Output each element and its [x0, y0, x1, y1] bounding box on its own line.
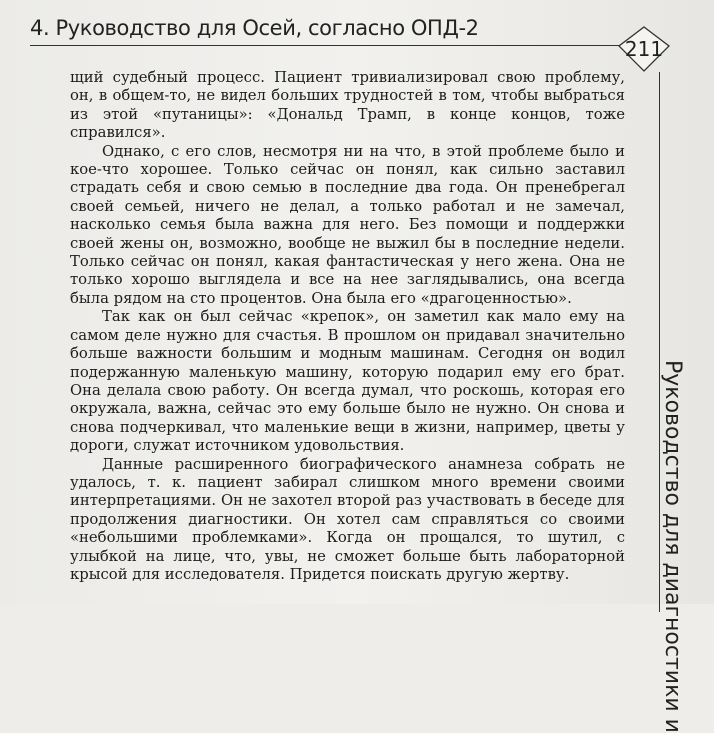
paragraph: щий судебный процесс. Пациент тривиализировал свою проблему, он, в общем-то, не видел больших трудностей в том, чтобы выбраться из этой «путаницы»: «Дональд Трамп, в конце концов, тоже справился». [70, 69, 625, 142]
paragraph: Данные расширенного биографического анамнеза собрать не удалось, т. к. пациент забирал слишком много времени своими интерпретациями. Он не захотел второй раз участвовать в беседе для продолжения диагностики. Он хотел сам справляться со своими «небольшими проблемками». Когда он прощался, то шутил, с улыбкой на лице, что, увы, не сможет больше быть лабораторной крысой для исследователя. Придется поискать другую жертву. [70, 455, 625, 583]
page-number: 211 [624, 37, 664, 61]
side-running-title: Руководство для диагностики и [660, 360, 685, 733]
paragraph: Так как он был сейчас «крепок», он заметил как мало ему на самом деле нужно для счастья. В прошлом он придавал значительно больше важности большим и модным машинам. Сегодня он водил подержанную маленькую машину, которую подарил ему его брат. Она делала свою работу. Он всегда думал, что роскошь, которая его окружала, важна, сейчас это ему больше было не нужно. Он снова и снова подчеркивал, что маленькие вещи в жизни, например, цветы у дороги, служат источником удовольствия. [70, 308, 625, 455]
body-text [70, 69, 625, 584]
running-header: 4. Руководство для Осей, согласно ОПД-2 [30, 16, 479, 40]
header-rule [30, 45, 630, 46]
page-number-badge [618, 26, 670, 72]
paragraph: Однако, с его слов, несмотря ни на что, в этой проблеме было и кое-что хорошее. Только сейчас он понял, как сильно заставил страдать себя и свою семью в последние два года. Он пренебрегал своей семьей, ничего не делал, а только работал и не замечал, насколько семья была важна для него. Без помощи и поддержки своей жены он, возможно, вообще не выжил бы в последние недели. Только сейчас он понял, какая фантастическая у него жена. Она не только хорошо выглядела и все на нее заглядывались, она всегда была рядом на сто процентов. Она была его «драгоценностью». [70, 142, 625, 307]
